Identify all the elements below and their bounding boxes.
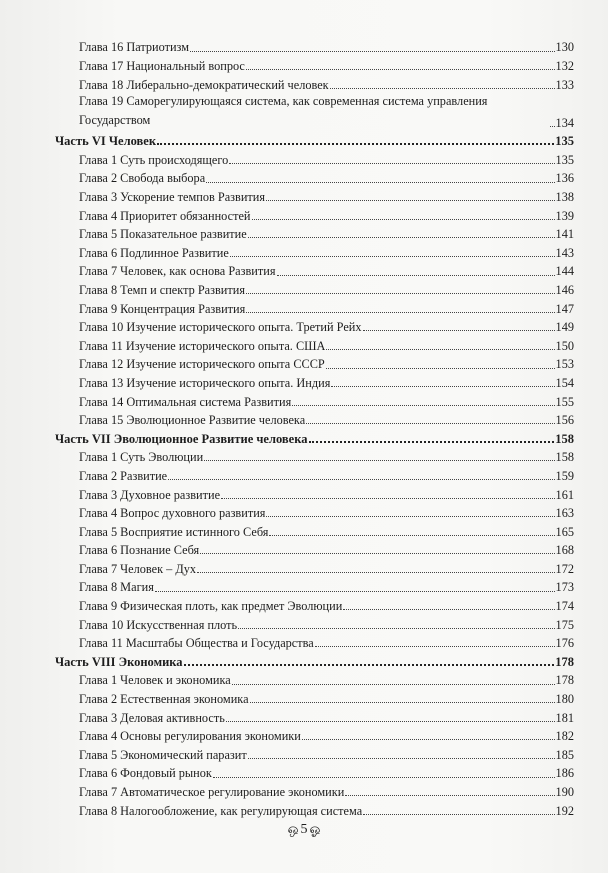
toc-chapter-row [55,502,574,521]
toc-entry-page: 139 [555,208,574,223]
dot-leader [190,50,555,52]
toc-chapter-row [55,260,574,279]
toc-entry-page: 156 [555,413,574,428]
toc-part-row [55,130,574,149]
toc-entry-title: Глава 3 Деловая активность [79,710,225,725]
toc-entry-page: 143 [555,245,574,260]
toc-entry-page: 168 [555,543,574,558]
toc-entry-title: Глава 1 Суть Эволюции [79,450,204,465]
dot-leader [168,478,554,480]
toc-entry-title: Глава 5 Восприятие истинного Себя [79,524,269,539]
toc-entry-page: 146 [555,282,574,297]
toc-chapter-row [55,279,574,298]
dot-leader [230,255,555,257]
toc-chapter-row [55,464,574,483]
toc-chapter-row [55,241,574,260]
toc-chapter-row [55,576,574,595]
toc-entry-title: Глава 9 Физическая плоть, как предмет Эволюции [79,599,343,614]
dot-leader [363,329,555,331]
toc-chapter-row [55,613,574,632]
toc-entry-title: Глава 8 Магия [79,580,154,595]
toc-chapter-row [55,92,574,130]
dot-leader [197,571,554,573]
toc-entry-title: Глава 14 Оптимальная система Развития [79,394,292,409]
toc-chapter-row [55,799,574,818]
toc-entry-page: 172 [555,561,574,576]
toc-entry-title: Глава 6 Познание Себя [79,543,200,558]
toc-chapter-row [55,372,574,391]
toc-entry-page: 159 [555,468,574,483]
toc-entry-title: Глава 3 Духовное развитие [79,487,221,502]
toc-chapter-row [55,446,574,465]
toc-entry-page: 158 [555,431,574,446]
toc-entry-page: 192 [555,803,574,818]
toc-entry-title: Глава 12 Изучение исторического опыта СССР [79,357,325,372]
dot-leader [326,367,555,369]
dot-leader [277,274,555,276]
toc-entry-title: Глава 19 Саморегулирующаяся система, как современная система управления Государством [79,93,488,127]
dot-leader [213,776,555,778]
dot-leader [326,348,554,350]
toc-chapter-row [55,762,574,781]
toc-chapter-row [55,390,574,409]
toc-entry-title: Глава 7 Человек, как основа Развития [79,264,276,279]
toc-entry-title: Глава 4 Вопрос духовного развития [79,506,266,521]
toc-chapter-row [55,186,574,205]
dot-leader [204,459,554,461]
dot-leader [343,608,554,610]
toc-entry-page: 155 [555,394,574,409]
toc-chapter-row [55,669,574,688]
toc-entry-page: 163 [555,506,574,521]
toc-chapter-row [55,688,574,707]
toc-chapter-row [55,725,574,744]
toc-chapter-row [55,223,574,242]
toc-chapter-row [55,483,574,502]
toc-entry-page: 153 [555,357,574,372]
dot-leader [292,404,554,406]
toc-entry-page: 176 [555,636,574,651]
toc-entry-title: Часть VI Человек [55,134,157,148]
toc-entry-page: 175 [555,617,574,632]
dot-leader [302,738,555,740]
toc-entry-page: 161 [555,487,574,502]
dot-leader [248,757,555,759]
toc-entry-title: Глава 10 Искусственная плоть [79,617,238,632]
dot-leader [266,515,554,517]
toc-chapter-row [55,316,574,335]
ornament-right-icon: ஓ [309,821,321,836]
toc-entry-page: 154 [555,375,574,390]
toc-entry-page: 190 [555,785,574,800]
dot-leader [229,162,554,164]
toc-chapter-row [55,539,574,558]
toc-entry-title: Глава 1 Суть происходящего [79,152,229,167]
toc-entry-page: 136 [555,171,574,186]
toc-chapter-row [55,520,574,539]
dot-leader [246,68,555,70]
toc-entry-page: 158 [555,450,574,465]
toc-chapter-row [55,632,574,651]
toc-entry-title: Глава 4 Приоритет обязанностей [79,208,251,223]
toc-chapter-row [55,55,574,74]
toc-entry-title: Глава 8 Темп и спектр Развития [79,282,245,297]
toc-entry-page: 141 [555,227,574,242]
toc-chapter-row [55,557,574,576]
page-folio [0,821,608,838]
toc-entry-page: 181 [555,710,574,725]
toc-entry-page: 178 [555,673,574,688]
dot-leader [363,813,554,815]
toc-entry-title: Глава 11 Изучение исторического опыта. США [79,338,326,353]
toc-entry-page: 173 [555,580,574,595]
toc-entry-title: Глава 9 Концентрация Развития [79,301,246,316]
toc-entry-title: Глава 11 Масштабы Общества и Государства [79,636,314,651]
dot-leader [221,497,555,499]
dot-leader [184,663,555,666]
toc-entry-title: Глава 4 Основы регулирования экономики [79,729,301,744]
toc-entry-title: Глава 13 Изучение исторического опыта. Индия [79,375,331,390]
toc-entry-title: Глава 5 Показательное развитие [79,227,247,242]
toc-entry-page: 185 [555,747,574,762]
toc-entry-page: 133 [555,77,574,92]
toc-entry-page: 165 [555,524,574,539]
toc-entry-title: Глава 18 Либерально-демократический человек [79,77,329,92]
toc-entry-page: 150 [555,338,574,353]
toc-chapter-row [55,167,574,186]
toc-entry-page: 135 [555,152,574,167]
toc-entry-page: 134 [555,115,574,130]
toc-entry-title: Часть VIII Экономика [55,654,183,669]
dot-leader [309,440,555,443]
toc-chapter-row [55,353,574,372]
dot-leader [306,422,554,424]
toc-entry-page: 147 [555,301,574,316]
dot-leader [331,385,554,387]
toc-entry-page: 132 [555,59,574,74]
toc-chapter-row [55,73,574,92]
page-number: 5 [300,822,308,837]
toc-entry-page: 138 [555,190,574,205]
ornament-left-icon: ஒ [287,821,299,836]
dot-leader [200,552,554,554]
toc-entry-title: Глава 15 Эволюционное Развитие человека [79,413,306,428]
dot-leader [266,199,555,201]
toc-chapter-row [55,743,574,762]
toc-entry-page: 174 [555,599,574,614]
toc-entry-page: 182 [555,729,574,744]
toc-chapter-row [55,148,574,167]
toc-chapter-row [55,204,574,223]
toc-entry-title: Глава 6 Подлинное Развитие [79,245,229,260]
dot-leader [226,720,555,722]
toc-entry-title: Глава 7 Человек – Дух [79,561,197,576]
dot-leader [248,236,555,238]
dot-leader [246,292,555,294]
toc-entry-title: Глава 10 Изучение исторического опыта. Третий Рейх [79,320,362,335]
toc-entry-title: Глава 2 Развитие [79,468,168,483]
dot-leader [330,87,555,89]
toc-entry-page: 186 [555,766,574,781]
toc-chapter-row [55,781,574,800]
dot-leader [232,683,555,685]
toc-part-row [55,650,574,669]
toc-entry-title: Глава 2 Естественная экономика [79,692,249,707]
dot-leader [252,218,555,220]
toc-chapter-row [55,334,574,353]
toc-entry-page: 135 [555,134,574,148]
dot-leader [206,181,554,183]
toc-entry-title: Глава 1 Человек и экономика [79,673,231,688]
table-of-contents [55,36,574,818]
toc-entry-page: 178 [555,654,574,669]
toc-entry-title: Глава 6 Фондовый рынок [79,766,212,781]
toc-chapter-row [55,36,574,55]
toc-entry-page: 130 [555,40,574,55]
dot-leader [238,627,554,629]
toc-entry-title: Глава 16 Патриотизм [79,40,190,55]
toc-entry-title: Глава 7 Автоматическое регулирование экономики [79,785,345,800]
dot-leader [345,794,554,796]
dot-leader [269,534,554,536]
dot-leader [157,142,554,145]
toc-chapter-row [55,297,574,316]
dot-leader [155,590,555,592]
toc-entry-page: 180 [555,692,574,707]
dot-leader [246,311,554,313]
toc-entry-page: 149 [555,320,574,335]
toc-entry-title: Глава 2 Свобода выбора [79,171,206,186]
toc-entry-title: Глава 3 Ускорение темпов Развития [79,190,266,205]
toc-entry-title: Глава 8 Налогообложение, как регулирующая система [79,803,363,818]
toc-part-row [55,427,574,446]
dot-leader [250,701,555,703]
toc-chapter-row [55,595,574,614]
dot-leader [550,125,555,127]
toc-entry-title: Часть VII Эволюционное Развитие человека [55,431,308,446]
toc-chapter-row [55,409,574,428]
toc-entry-title: Глава 5 Экономический паразит [79,747,247,762]
toc-chapter-row [55,706,574,725]
toc-entry-page: 144 [555,264,574,279]
toc-entry-title: Глава 17 Национальный вопрос [79,59,245,74]
dot-leader [315,645,555,647]
